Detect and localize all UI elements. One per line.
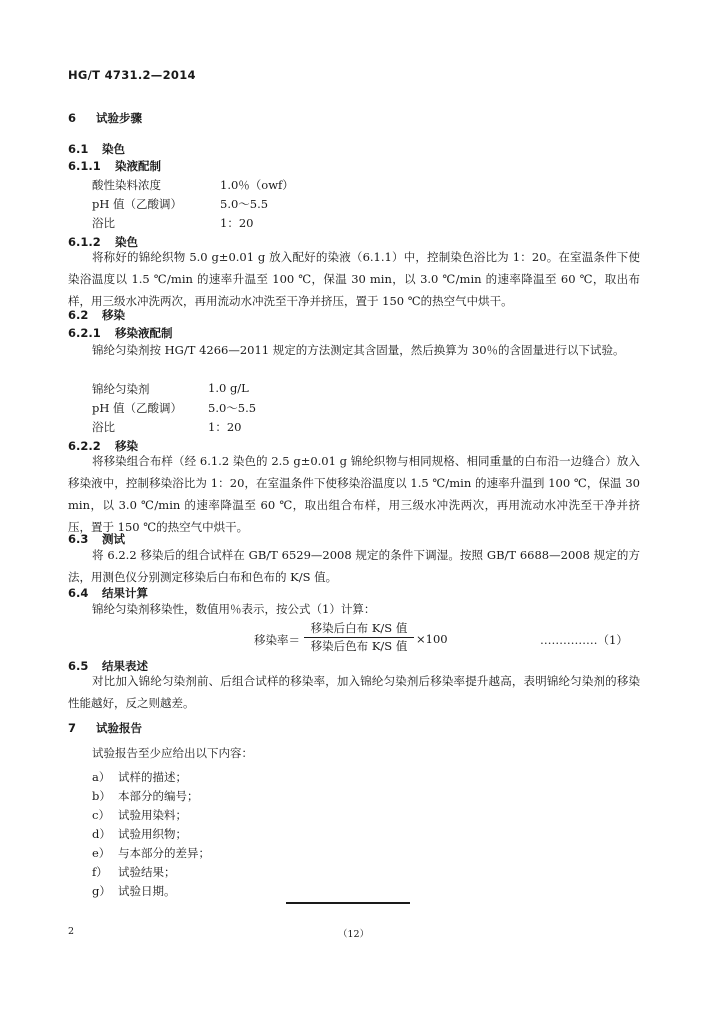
section-6-1-heading: [68, 141, 125, 157]
list-text: 试验结果；: [118, 865, 176, 879]
report-intro-paragraph: 试验报告至少应给出以下内容：: [92, 746, 253, 760]
list-marker: c）: [92, 808, 110, 822]
section-number: 6.2.2: [68, 439, 101, 453]
section-title: 染色: [115, 235, 138, 249]
page-number: 2: [68, 926, 75, 937]
section-title: 染色: [102, 142, 125, 156]
section-number: 7: [68, 721, 77, 735]
section-title: 试验步骤: [96, 111, 142, 125]
section-number: 6.2.1: [68, 326, 101, 340]
list-marker: a）: [92, 770, 111, 784]
section-number: 6.1: [68, 142, 89, 156]
section-7-heading: [68, 720, 142, 736]
param-value: 1：20: [208, 420, 242, 434]
test-paragraph: 将 6.2.2 移染后的组合试样在 GB/T 6529—2008 规定的条件下调湿。按照 GB/T 6688—2008 规定的方法，用测色仪分别测定移染后白布和色布的 K/S 值。: [68, 548, 640, 584]
section-title: 测试: [102, 532, 125, 546]
list-text: 试验日期。: [118, 884, 176, 898]
formula-lhs: 移染率＝: [254, 633, 300, 647]
section-title: 试验报告: [96, 721, 142, 735]
formula-numerator: 移染后白布 K/S 值: [310, 621, 408, 635]
report-list-item: [92, 788, 199, 804]
section-title: 结果表述: [102, 659, 148, 673]
formula-multiplier: ×100: [416, 632, 448, 646]
param-name: 锦纶匀染剂: [92, 382, 150, 396]
param-name: 浴比: [92, 420, 115, 434]
report-list-item: [92, 845, 210, 861]
param-name: pH 值（乙酸调）: [92, 401, 183, 415]
list-text: 试验用织物；: [118, 827, 187, 841]
report-list-item: [92, 883, 176, 899]
section-number: 6.1.2: [68, 235, 101, 249]
list-marker: f）: [92, 865, 108, 879]
section-title: 染液配制: [115, 159, 161, 173]
param-name: pH 值（乙酸调）: [92, 197, 183, 211]
standard-code-header: HG/T 4731.2—2014: [68, 68, 196, 82]
list-text: 本部分的编号；: [118, 789, 199, 803]
section-number: 6: [68, 111, 77, 125]
list-text: 试验用染料；: [118, 808, 187, 822]
list-marker: e）: [92, 846, 111, 860]
param-value: 1.0％（owf）: [220, 178, 294, 192]
param-name: 浴比: [92, 216, 115, 230]
section-number: 6.3: [68, 532, 89, 546]
report-list-item: [92, 807, 187, 823]
section-title: 移染: [115, 439, 138, 453]
section-title: 移染: [102, 308, 125, 322]
dyeing-procedure-paragraph: 将称好的锦纶织物 5.0 g±0.01 g 放入配好的染液（6.1.1）中，控制染色浴比为 1：20。在室温条件下使染浴温度以 1.5 ℃/min 的速率升温至 100 ℃，保温 30 min，以 3.0 ℃/min 的速率降温至 60 ℃，取出布样，用三级水冲洗两次，再用流动水冲洗至干净并挤压，置于 150 ℃的热空气中烘干。: [68, 250, 640, 308]
param-name: 酸性染料浓度: [92, 178, 161, 192]
list-text: 与本部分的差异；: [118, 846, 210, 860]
section-title: 移染液配制: [115, 326, 173, 340]
report-list-item: [92, 769, 187, 785]
param-value: 5.0～5.5: [208, 401, 257, 415]
section-6-1-1-heading: [68, 158, 161, 174]
list-marker: d）: [92, 827, 111, 841]
param-value: 1.0 g/L: [208, 381, 249, 395]
report-list-item: [92, 826, 187, 842]
list-marker: b）: [92, 789, 111, 803]
section-number: 6.2: [68, 308, 89, 322]
calculation-paragraph: 锦纶匀染剂移染性，数值用％表示，按公式（1）计算：: [92, 602, 376, 616]
section-title: 结果计算: [102, 586, 148, 600]
list-text: 试样的描述；: [118, 770, 187, 784]
formula-denominator: 移染后色布 K/S 值: [310, 639, 408, 653]
section-number: 6.1.1: [68, 159, 101, 173]
section-6-2-heading: [68, 307, 125, 323]
transfer-liquor-paragraph: 锦纶匀染剂按 HG/T 4266—2011 规定的方法测定其含固量，然后换算为 30％的含固量进行以下试验。: [92, 343, 625, 357]
page-sequence: （12）: [338, 929, 370, 940]
section-number: 6.4: [68, 586, 89, 600]
param-value: 1：20: [220, 216, 254, 230]
result-expression-paragraph: 对比加入锦纶匀染剂前、后组合试样的移染率，加入锦纶匀染剂后移染率提升越高，表明锦纶匀染剂的移染性能越好，反之则越差。: [68, 674, 640, 710]
param-value: 5.0～5.5: [220, 197, 269, 211]
list-marker: g）: [92, 884, 111, 898]
formula-fraction: [304, 621, 414, 654]
report-list-item: [92, 864, 176, 880]
footer-divider: [286, 902, 410, 904]
formula-reference-number: ……………（1）: [540, 633, 628, 647]
fraction-bar: [304, 637, 414, 638]
section-number: 6.5: [68, 659, 89, 673]
section-6-heading: [68, 110, 142, 126]
transfer-procedure-paragraph: 将移染组合布样（经 6.1.2 染色的 2.5 g±0.01 g 锦纶织物与相同规格、相同重量的白布沿一边缝合）放入移染液中，控制移染浴比为 1：20，在室温条件下使移染浴温度以 1.5 ℃/min 的速率升温到 100 ℃，保温 30 min，以 3.0 ℃/min 的速率降温至 60 ℃，取出组合布样，用三级水冲洗两次，再用流动水冲洗至干净并挤压，置于 150 ℃的热空气中烘干。: [68, 454, 640, 534]
